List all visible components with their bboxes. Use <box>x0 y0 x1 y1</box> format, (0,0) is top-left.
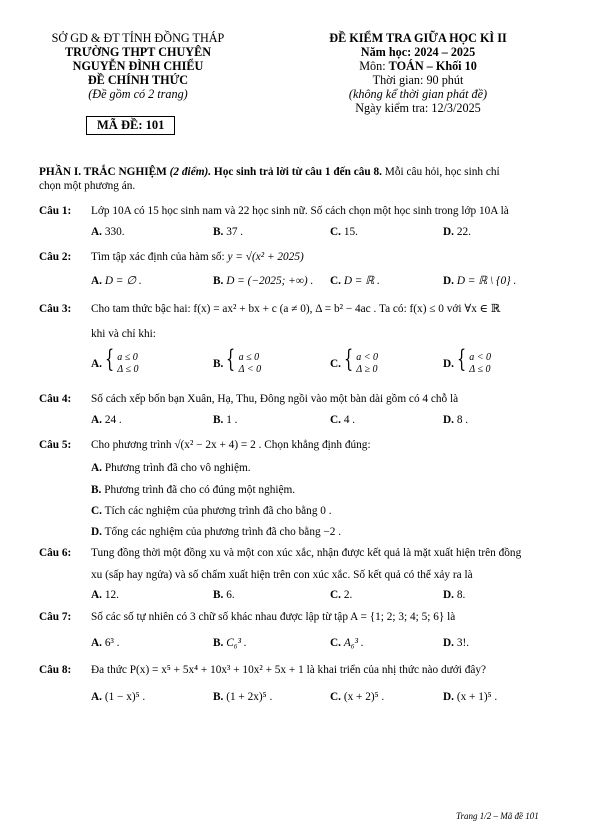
q7-text: Số các số tự nhiên có 3 chữ số khác nhau được lập từ tập A = {1; 2; 3; 4; 5; 6} là <box>91 611 456 623</box>
q6-option-b: B. 6. <box>213 589 235 601</box>
q5-number: Câu 5: <box>39 439 72 451</box>
q4-option-a: A. 24 . <box>91 414 122 426</box>
q8-text: Đa thức P(x) = x⁵ + 5x⁴ + 10x³ + 10x² + 5x + 1 là khai triển của nhị thức nào dưới đây? <box>91 664 487 676</box>
q3-option-c: C. { a < 0 Δ ≥ 0 <box>330 345 379 376</box>
q6-option-d: D. 8. <box>443 589 466 601</box>
q6-number: Câu 6: <box>39 547 72 559</box>
exam-time: Thời gian: 90 phút <box>372 73 464 87</box>
q6-text-line2: xu (sấp hay ngửa) và số chấm xuất hiện trên con xúc xắc. Số kết quả có thể xảy ra là <box>91 569 473 581</box>
q7-option-a: A. 6³ . <box>91 637 120 649</box>
subject: Môn: TOÁN – Khối 10 <box>359 59 477 73</box>
q4-text: Số cách xếp bốn bạn Xuân, Hạ, Thu, Đông ngồi vào một bàn dài gồm có 4 chỗ là <box>91 393 459 405</box>
q4-option-c: C. 4 . <box>330 414 356 426</box>
q1-number: Câu 1: <box>39 205 72 217</box>
q5-option-a: A. Phương trình đã cho vô nghiệm. <box>91 462 251 474</box>
exam-code-box <box>86 116 175 135</box>
q5-option-b: B. Phương trình đã cho có đúng một nghiệm. <box>91 484 296 496</box>
q2-option-c: C. D = ℝ . <box>330 275 380 287</box>
q5-option-c: C. Tích các nghiệm của phương trình đã cho bằng 0 . <box>91 505 332 517</box>
q6-option-c: C. 2. <box>330 589 353 601</box>
dept-name: SỞ GD & ĐT TỈNH ĐỒNG THÁP <box>51 31 225 45</box>
q2-option-d: D. D = ℝ \ {0} . <box>443 275 517 287</box>
official-label: ĐỀ CHÍNH THỨC <box>87 73 189 87</box>
q7-number: Câu 7: <box>39 611 72 623</box>
q8-number: Câu 8: <box>39 664 72 676</box>
q8-option-c: C. (x + 2)⁵ . <box>330 691 385 703</box>
school-name-2: NGUYỄN ĐÌNH CHIỂU <box>72 59 204 73</box>
q3-text-line2: khi và chỉ khi: <box>91 328 156 340</box>
page-footer: Trang 1/2 – Mã đề 101 <box>456 811 539 821</box>
q8-option-b: B. (1 + 2x)⁵ . <box>213 691 273 703</box>
q1-option-a: A. 330. <box>91 226 125 238</box>
q6-text: Tung đồng thời một đồng xu và một con xúc xắc, nhận được kết quả là mặt xuất hiện trên đồng <box>91 547 522 559</box>
q3-option-b: B. { a ≤ 0 Δ < 0 <box>213 345 262 376</box>
q3-number: Câu 3: <box>39 303 72 315</box>
q3-option-a: A. { a ≤ 0 Δ ≤ 0 <box>91 345 139 376</box>
q2-text: Tìm tập xác định của hàm số: y = √(x² + 2025) <box>91 251 304 263</box>
q1-option-c: C. 15. <box>330 226 358 238</box>
q4-option-d: D. 8 . <box>443 414 469 426</box>
q2-option-a: A. D = ∅ . <box>91 275 142 287</box>
q8-option-d: D. (x + 1)⁵ . <box>443 691 498 703</box>
q1-option-b: B. 37 . <box>213 226 244 238</box>
q5-option-d: D. Tổng các nghiệm của phương trình đã cho bằng −2 . <box>91 526 342 538</box>
q6-option-a: A. 12. <box>91 589 119 601</box>
q7-option-b: B. C₆³ . <box>213 637 247 649</box>
q2-number: Câu 2: <box>39 251 72 263</box>
exam-code: MÃ ĐỀ: 101 <box>97 118 165 132</box>
q7-option-c: C. A₆³ . <box>330 637 364 649</box>
q1-text: Lớp 10A có 15 học sinh nam và 22 học sinh nữ. Số cách chọn một học sinh trong lớp 10A là <box>91 205 509 217</box>
q7-option-d: D. 3!. <box>443 637 470 649</box>
page-count: (Đề gồm có 2 trang) <box>88 87 188 101</box>
header-right <box>318 31 518 115</box>
q3-text: Cho tam thức bậc hai: f(x) = ax² + bx + c (a ≠ 0), Δ = b² − 4ac . Ta có: f(x) ≤ 0 với ∀x ∈ ℝ <box>91 303 501 315</box>
q1-option-d: D. 22. <box>443 226 471 238</box>
q4-number: Câu 4: <box>39 393 72 405</box>
header-left <box>38 31 238 101</box>
school-year: Năm học: 2024 – 2025 <box>360 45 476 59</box>
part1-heading-line2: chọn một phương án. <box>39 180 136 192</box>
part1-heading: PHẦN I. TRẮC NGHIỆM (2 điểm). Học sinh trả lời từ câu 1 đến câu 8. Mỗi câu hỏi, học sinh chỉ <box>39 166 500 178</box>
q5-text: Cho phương trình √(x² − 2x + 4) = 2 . Chọn khẳng định đúng: <box>91 439 371 451</box>
q3-option-d: D. { a < 0 Δ ≤ 0 <box>443 345 492 376</box>
q2-option-b: B. D = (−2025; +∞) . <box>213 275 314 287</box>
q8-option-a: A. (1 − x)⁵ . <box>91 691 146 703</box>
exam-title: ĐỀ KIỂM TRA GIỮA HỌC KÌ II <box>329 31 507 45</box>
time-note: (không kể thời gian phát đề) <box>348 87 488 101</box>
exam-date: Ngày kiểm tra: 12/3/2025 <box>355 101 481 115</box>
q4-option-b: B. 1 . <box>213 414 238 426</box>
school-name-1: TRƯỜNG THPT CHUYÊN <box>64 45 212 59</box>
